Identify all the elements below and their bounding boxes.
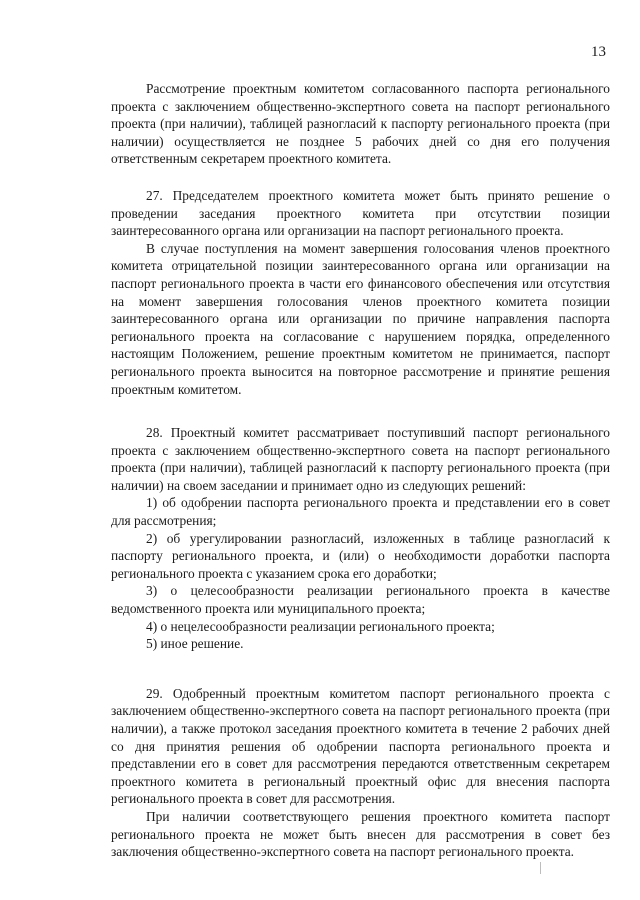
decision-list-item-1: 1) об одобрении паспорта регионального проекта и представлении его в совет для рассмотрения; (111, 495, 610, 529)
paragraph-27: 27. Председателем проектного комитета может быть принято решение о проведении заседания проектного комитета при отсутствии позиции заинтересованного органа или организации на паспорт регионального проекта. (111, 187, 610, 239)
paragraph-28: 28. Проектный комитет рассматривает поступивший паспорт регионального проекта с заключением общественно-экспертного совета на паспорт регионального проекта (при наличии), таблицей разногласий к паспорту регионального проекта (при наличии) на своем заседании и принимает одно из следующих решений: (111, 425, 610, 493)
paragraph-spacer (111, 653, 610, 685)
decision-list-item-2: 2) об урегулировании разногласий, изложенных в таблице разногласий к паспорту регионального проекта, и (или) о необходимости доработки паспорта регионального проекта с указанием срока его доработки; (111, 530, 610, 581)
paragraph-29: 29. Одобренный проектным комитетом паспорт регионального проекта с заключением общественно-экспертного совета на паспорт регионального проекта (при наличии), а также протокол заседания проектного комитета в течение 2 рабочих дней со дня принятия решения об одобрении паспорта регионального проекта и представлении его в совет для рассмотрения передаются ответственным секретарем проектного комитета в региональный проектный офис для внесения паспорта регионального проекта в совет для рассмотрения. (111, 685, 610, 807)
paragraph-29-continuation: При наличии соответствующего решения проектного комитета паспорт регионального проекта не может быть внесен для рассмотрения в совет без заключения общественно-экспертного совета на паспорт регионального проекта. (111, 808, 610, 860)
document-body (111, 80, 610, 861)
scan-artifact-mark (540, 862, 541, 874)
paragraph-27-continuation: В случае поступления на момент завершения голосования членов проектного комитета отрицательной позиции заинтересованного органа или организации на паспорт регионального проекта в части его финансового обеспечения или отсутствия на момент завершения голосования членов проектного комитета позиции заинтересованного органа или организации по причине направления паспорта регионального проекта на согласование с нарушением порядка, определенного настоящим Положением, решение проектным комитетом не принимается, паспорт регионального проекта выносится на повторное рассмотрение и принятие решения проектным комитетом. (111, 240, 610, 397)
decision-list-item-4: 4) о нецелесообразности реализации регионального проекта; (146, 618, 495, 634)
paragraph-review-timeline: Рассмотрение проектным комитетом согласованного паспорта регионального проекта с заключением общественно-экспертного совета на паспорт регионального проекта (при наличии), таблицей разногласий к паспорту регионального проекта (при наличии) осуществляется не позднее 5 рабочих дней со дня его получения ответственным секретарем проектного комитета. (111, 81, 610, 167)
page-number: 13 (591, 44, 606, 60)
paragraph-spacer (111, 398, 610, 424)
decision-list-item-3: 3) о целесообразности реализации регионального проекта в качестве ведомственного проекта или муниципального проекта; (111, 583, 610, 617)
paragraph-spacer (111, 168, 610, 187)
decision-list-item-5: 5) иное решение. (146, 636, 244, 652)
